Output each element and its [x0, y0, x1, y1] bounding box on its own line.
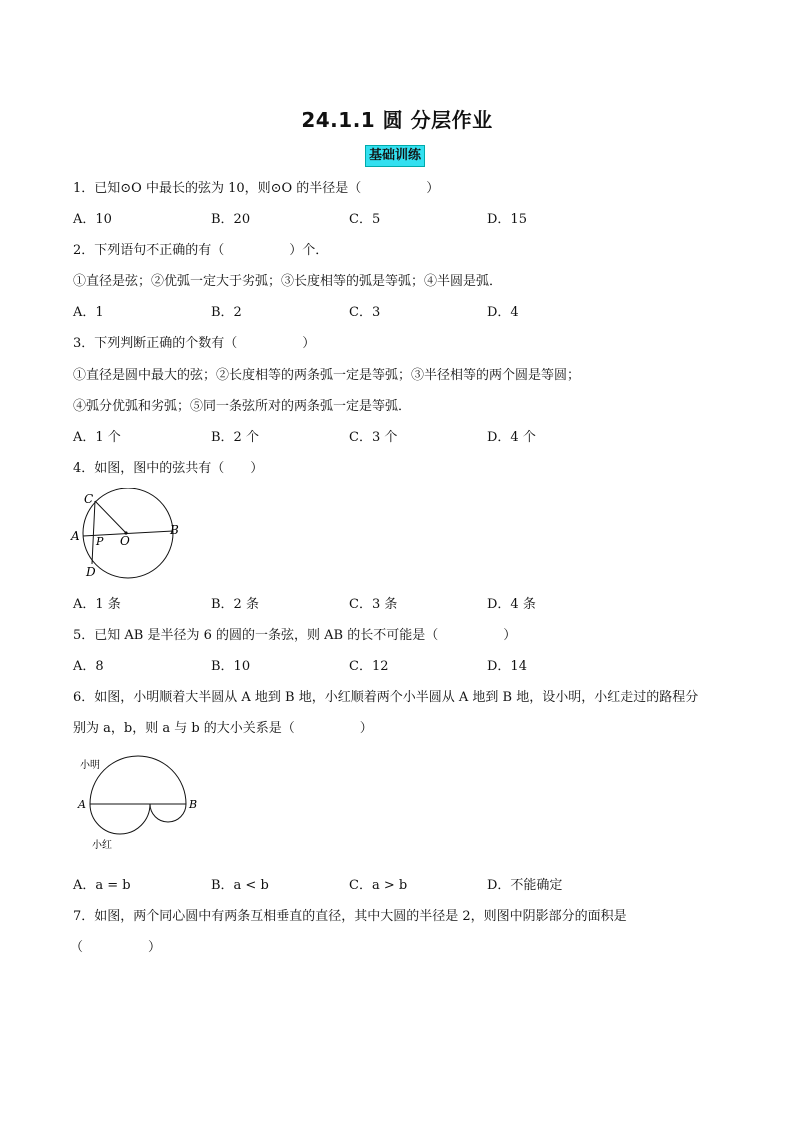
q3-option-a[interactable]: A．1 个: [73, 430, 121, 445]
q3-option-c[interactable]: C．3 个: [349, 430, 398, 445]
q6-semicircle-figure: [70, 752, 210, 860]
q4-option-c[interactable]: C．3 条: [349, 597, 398, 612]
q4-circle-figure: [66, 488, 186, 584]
q3-option-d[interactable]: D．4 个: [487, 430, 536, 445]
q3-options: [73, 426, 713, 446]
q4-options: [73, 593, 713, 613]
q4-option-b[interactable]: B．2 条: [211, 597, 259, 612]
q6-options: [73, 874, 713, 894]
q4-option-d[interactable]: D．4 条: [487, 597, 536, 612]
label-xiaoming: 小明: [80, 760, 100, 771]
q1-option-c[interactable]: C．5: [349, 212, 381, 227]
q2-option-c[interactable]: C．3: [349, 305, 381, 320]
q6-stem: 6．如图，小明顺着大半圆从 A 地到 B 地，小红顺着两个小半圆从 A 地到 B 地，设小明，小红走过的路程分: [73, 690, 699, 705]
q5-option-c[interactable]: C．12: [349, 659, 389, 674]
label-xiaohong: 小红: [92, 840, 112, 851]
q5-option-d[interactable]: D．14: [487, 659, 527, 674]
q2-options: [73, 301, 713, 321]
q4-option-a[interactable]: A．1 条: [73, 597, 121, 612]
q7-stem: 7．如图，两个同心圆中有两条互相垂直的直径，其中大圆的半径是 2，则图中阴影部分的面积是: [73, 909, 627, 924]
q2-option-a[interactable]: A．1: [73, 305, 104, 320]
q2-stem: 2．下列语句不正确的有（ ）个．: [73, 243, 329, 258]
q3-statements-1: ①直径是圆中最大的弦；②长度相等的两条弧一定是等弧；③半径相等的两个圆是等圆；: [73, 368, 581, 383]
page-title: 24.1.1 圆 分层作业: [301, 108, 493, 132]
radius-oc: [95, 501, 126, 533]
q7-answer-blank: （ ）: [70, 940, 162, 955]
chord-cd: [92, 501, 95, 564]
q2-option-d[interactable]: D．4: [487, 305, 519, 320]
big-semicircle: [90, 756, 186, 804]
small-semicircle-2: [150, 804, 186, 822]
q1-option-b[interactable]: B．20: [211, 212, 251, 227]
q5-options: [73, 655, 713, 675]
q1-option-d[interactable]: D．15: [487, 212, 527, 227]
label-b: B: [170, 523, 179, 537]
label-p: P: [96, 535, 104, 548]
q3-stem: 3．下列判断正确的个数有（ ）: [73, 336, 316, 351]
q5-stem: 5．已知 AB 是半径为 6 的圆的一条弦，则 AB 的长不可能是（ ）: [73, 628, 517, 643]
label-b: B: [189, 798, 198, 811]
small-semicircle-1: [90, 804, 150, 834]
q6-option-d[interactable]: D．不能确定: [487, 878, 563, 893]
q2-option-b[interactable]: B．2: [211, 305, 242, 320]
q5-option-a[interactable]: A．8: [73, 659, 104, 674]
q6-option-b[interactable]: B．a < b: [211, 878, 269, 893]
q1-options: [73, 208, 713, 228]
q6-option-a[interactable]: A．a = b: [73, 878, 131, 893]
label-d: D: [86, 565, 96, 579]
q2-statements: ①直径是弦；②优弧一定大于劣弧；③长度相等的弧是等弧；④半圆是弧．: [73, 274, 503, 289]
label-o: O: [120, 534, 130, 548]
label-c: C: [84, 492, 94, 506]
q6-option-c[interactable]: C．a > b: [349, 878, 408, 893]
q6-stem-2: 别为 a，b，则 a 与 b 的大小关系是（ ）: [73, 721, 373, 736]
label-a: A: [78, 798, 86, 811]
section-badge: 基础训练: [365, 145, 425, 167]
q1-stem: 1．已知⊙O 中最长的弦为 10，则⊙O 的半径是（ ）: [73, 181, 440, 196]
q5-option-b[interactable]: B．10: [211, 659, 251, 674]
q1-option-a[interactable]: A．10: [73, 212, 112, 227]
q3-statements-2: ④弧分优弧和劣弧；⑤同一条弦所对的两条弧一定是等弧．: [73, 399, 412, 414]
label-a: A: [71, 529, 80, 543]
q4-stem: 4．如图，图中的弦共有（ ）: [73, 461, 264, 476]
q3-option-b[interactable]: B．2 个: [211, 430, 259, 445]
